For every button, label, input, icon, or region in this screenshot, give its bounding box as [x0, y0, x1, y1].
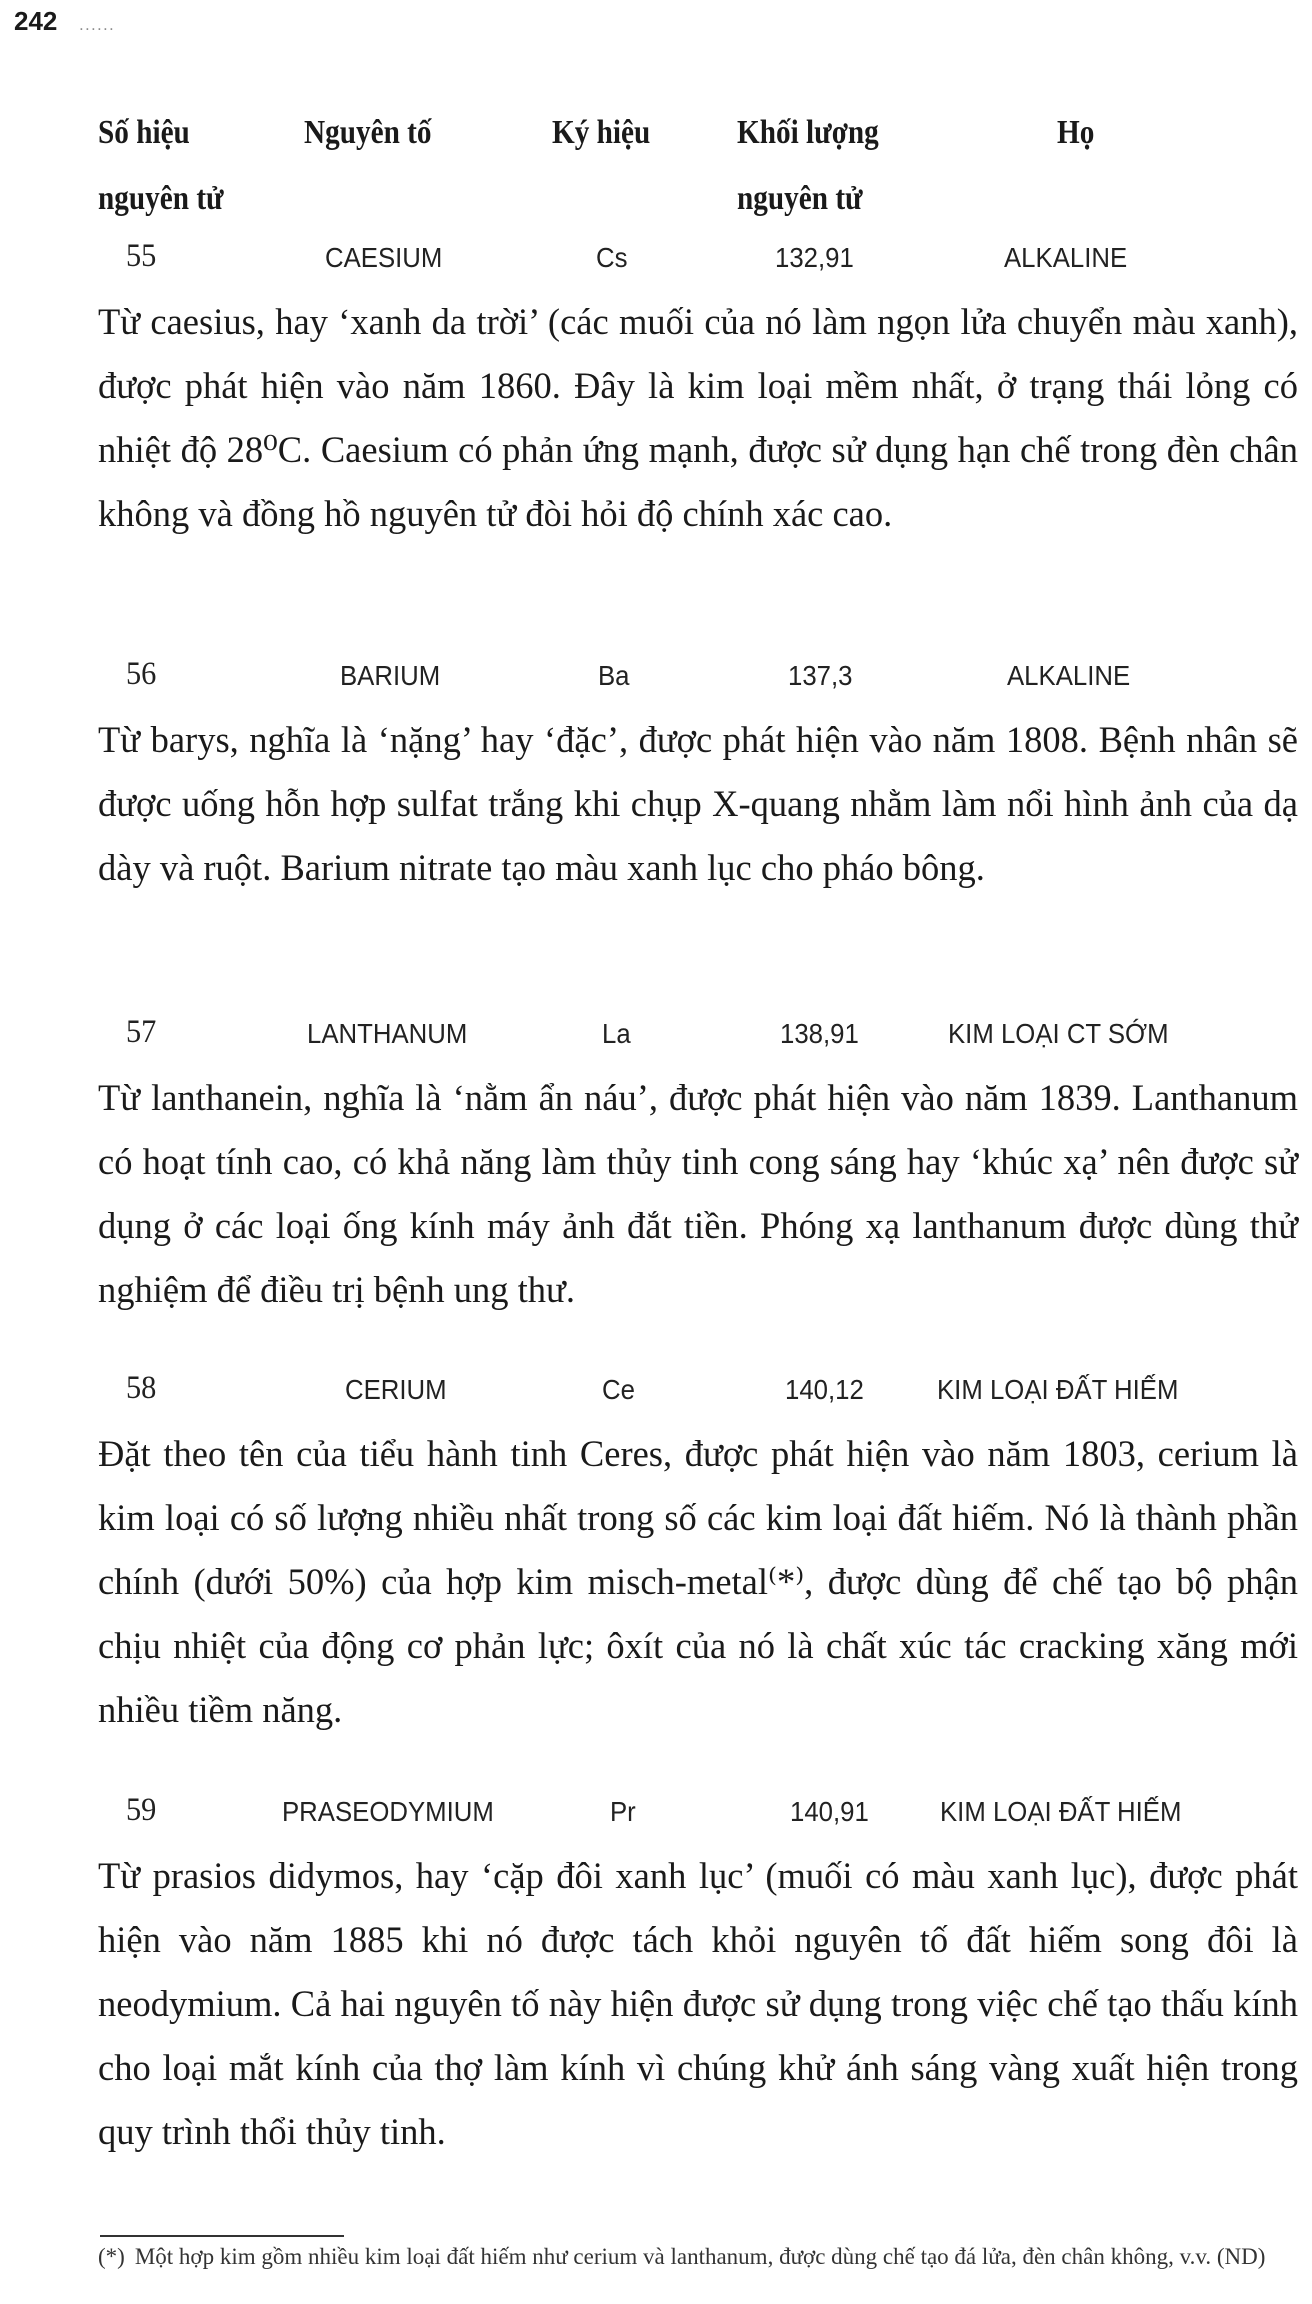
- element-description: Từ lanthanein, nghĩa là ‘nằm ẩn náu’, được phát hiện vào năm 1839. Lanthanum có hoạt tính cao, có khả năng làm thủy tinh cong sáng hay ‘khúc xạ’ nên được sử dụng ở các loại ống kính máy ảnh đắt tiền. Phóng xạ lanthanum được dùng thử nghiệm để điều trị bệnh ung thư.: [98, 1077, 1298, 1310]
- element-entry: [0, 1366, 1312, 1742]
- header-atomic-number: [98, 100, 224, 232]
- atomic-number: 55: [126, 238, 157, 274]
- element-family: KIM LOẠI CT SỚM: [948, 1018, 1169, 1049]
- element-family: ALKALINE: [1004, 242, 1128, 273]
- running-title: ......: [79, 17, 116, 34]
- element-name: PRASEODYMIUM: [282, 1796, 494, 1827]
- footnote-text: Một hợp kim gồm nhiều kim loại đất hiếm như cerium và lanthanum, được dùng chế tạo đá lửa, đèn chân không, v.v. (ND): [134, 2244, 1266, 2269]
- element-data-row: [0, 1366, 1312, 1422]
- header-atomic-mass-line1: Khối lượng: [737, 114, 879, 151]
- element-name: LANTHANUM: [307, 1018, 468, 1049]
- element-symbol: Pr: [610, 1796, 636, 1827]
- header-atomic-number-line1: Số hiệu: [98, 114, 190, 151]
- table-header: [0, 100, 1312, 220]
- atomic-mass: 140,12: [785, 1374, 864, 1405]
- header-atomic-mass: [737, 100, 879, 232]
- element-data-row: [0, 1010, 1312, 1066]
- element-description: Đặt theo tên của tiểu hành tinh Ceres, được phát hiện vào năm 1803, cerium là kim loại có số lượng nhiều nhất trong số các kim loại đất hiếm. Nó là thành phần chính (dưới 50%) của hợp kim misch-metal⁽*⁾, được dùng để chế tạo bộ phận chịu nhiệt của động cơ phản lực; ôxít của nó là chất xúc tác cracking xăng mới nhiều tiềm năng.: [98, 1433, 1298, 1730]
- element-symbol: Ce: [602, 1374, 635, 1405]
- element-data-row: [0, 652, 1312, 708]
- header-symbol: Ký hiệu: [552, 114, 651, 151]
- element-data-row: [0, 1788, 1312, 1844]
- element-entry: [0, 234, 1312, 546]
- atomic-number: 58: [126, 1370, 157, 1406]
- footnote: [98, 2238, 1298, 2276]
- element-family: ALKALINE: [1007, 660, 1131, 691]
- element-entry: [0, 1788, 1312, 2164]
- element-symbol: La: [602, 1018, 631, 1049]
- running-head: [14, 6, 115, 36]
- atomic-number: 59: [126, 1792, 157, 1828]
- element-name: BARIUM: [340, 660, 441, 691]
- element-description: Từ prasios didymos, hay ‘cặp đôi xanh lục’ (muối có màu xanh lục), được phát hiện vào năm 1885 khi nó được tách khỏi nguyên tố đất hiếm song đôi là neodymium. Cả hai nguyên tố này hiện được sử dụng trong việc chế tạo thấu kính cho loại mắt kính của thợ làm kính vì chúng khử ánh sáng vàng xuất hiện trong quy trình thổi thủy tinh.: [98, 1855, 1298, 2152]
- element-name: CERIUM: [345, 1374, 447, 1405]
- element-entry: [0, 652, 1312, 900]
- atomic-mass: 140,91: [790, 1796, 869, 1827]
- footnote-divider: [100, 2235, 344, 2237]
- element-description: Từ caesius, hay ‘xanh da trời’ (các muối của nó làm ngọn lửa chuyển màu xanh), được phát hiện vào năm 1860. Đây là kim loại mềm nhất, ở trạng thái lỏng có nhiệt độ 28⁰C. Caesium có phản ứng mạnh, được sử dụng hạn chế trong đèn chân không và đồng hồ nguyên tử đòi hỏi độ chính xác cao.: [98, 301, 1298, 534]
- element-symbol: Cs: [596, 242, 628, 273]
- atomic-number: 57: [126, 1014, 157, 1050]
- element-name: CAESIUM: [325, 242, 443, 273]
- footnote-marker: (*): [98, 2244, 125, 2269]
- header-atomic-mass-line2: nguyên tử: [737, 180, 863, 217]
- header-atomic-number-line2: nguyên tử: [98, 180, 224, 217]
- element-entry: [0, 1010, 1312, 1322]
- element-data-row: [0, 234, 1312, 290]
- element-family: KIM LOẠI ĐẤT HIẾM: [937, 1374, 1179, 1405]
- element-symbol: Ba: [598, 660, 630, 691]
- element-description: Từ barys, nghĩa là ‘nặng’ hay ‘đặc’, được phát hiện vào năm 1808. Bệnh nhân sẽ được uống hỗn hợp sulfat trắng khi chụp X-quang nhằm làm nổi hình ảnh của dạ dày và ruột. Barium nitrate tạo màu xanh lục cho pháo bông.: [98, 719, 1298, 888]
- header-family: Họ: [1057, 114, 1095, 151]
- atomic-mass: 137,3: [788, 660, 853, 691]
- atomic-mass: 132,91: [775, 242, 854, 273]
- atomic-mass: 138,91: [780, 1018, 859, 1049]
- page-number: 242: [14, 6, 58, 36]
- atomic-number: 56: [126, 656, 157, 692]
- header-element: Nguyên tố: [304, 114, 432, 151]
- element-family: KIM LOẠI ĐẤT HIẾM: [940, 1796, 1182, 1827]
